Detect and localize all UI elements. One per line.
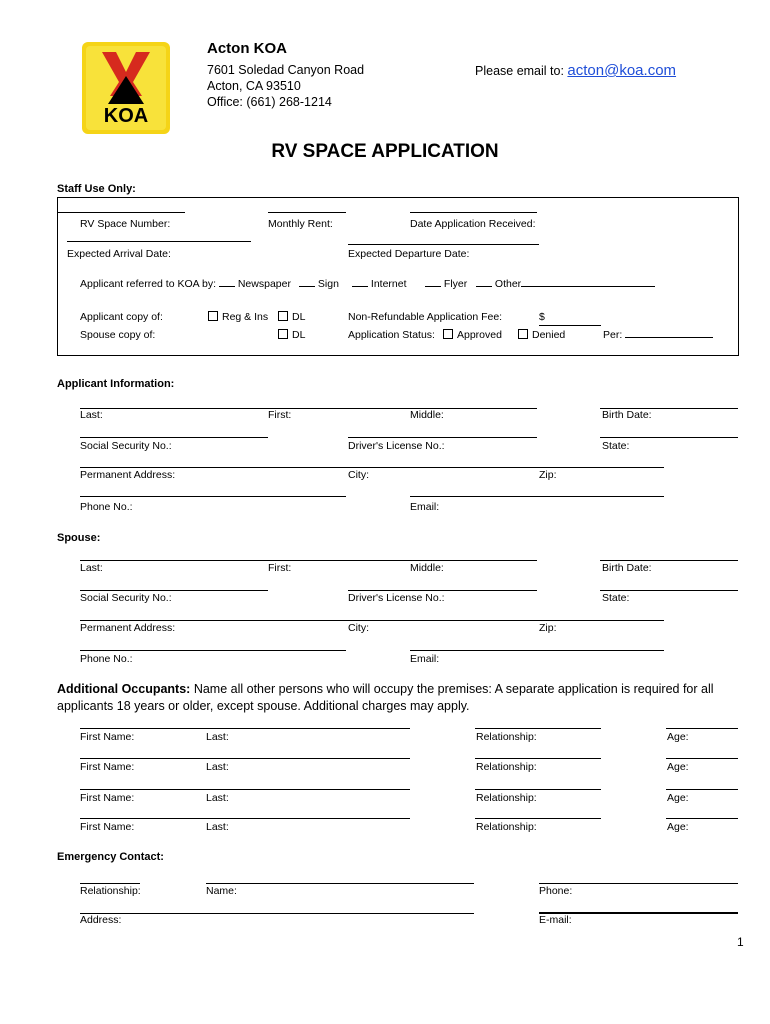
- applicant-dl-label: DL: [292, 311, 306, 323]
- per-field: [603, 329, 713, 341]
- applicant-birth-date-label: Birth Date:: [602, 409, 652, 421]
- monthly-rent-label: Monthly Rent:: [268, 218, 333, 230]
- denied-option[interactable]: [518, 329, 565, 341]
- page-number: 1: [737, 935, 744, 949]
- reg-ins-option[interactable]: [208, 311, 268, 323]
- applicant-ssn-label: Social Security No.:: [80, 440, 172, 452]
- spouse-dl-option[interactable]: [278, 329, 305, 341]
- applicant-copy-label: Applicant copy of:: [80, 311, 163, 323]
- business-name: Acton KOA: [207, 40, 287, 57]
- office-phone: Office: (661) 268-1214: [207, 95, 332, 109]
- email-link[interactable]: acton@koa.com: [567, 62, 677, 79]
- occupant-first-name-label: First Name:: [80, 792, 135, 804]
- spouse-middle-label: Middle:: [410, 562, 444, 574]
- ref-newspaper: Newspaper: [237, 278, 291, 290]
- applicant-heading: Applicant Information:: [57, 378, 175, 390]
- emergency-address-label: Address:: [80, 914, 122, 926]
- ref-other: Other: [494, 278, 522, 290]
- occupant-first-name-label: First Name:: [80, 731, 135, 743]
- staff-heading: Staff Use Only:: [57, 183, 136, 195]
- occupant-name-line[interactable]: [80, 758, 410, 759]
- ref-internet-group: [352, 278, 407, 290]
- svg-text:KOA: KOA: [103, 105, 149, 127]
- occupant-age-label: Age:: [667, 731, 689, 743]
- spouse-birth-date-label: Birth Date:: [602, 562, 652, 574]
- emergency-heading: Emergency Contact:: [57, 851, 164, 863]
- occupant-age-line[interactable]: [666, 818, 738, 819]
- per-label: Per:: [603, 329, 623, 341]
- page-title: RV SPACE APPLICATION: [271, 141, 499, 162]
- spouse-last-label: Last:: [80, 562, 103, 574]
- spouse-phone-label: Phone No.:: [80, 653, 133, 665]
- spouse-copy-label: Spouse copy of:: [80, 329, 156, 341]
- approved-checkbox[interactable]: [443, 329, 453, 339]
- koa-logo: [82, 42, 170, 134]
- occupant-relationship-line[interactable]: [475, 758, 601, 759]
- applicant-dl-no-label: Driver's License No.:: [348, 440, 445, 452]
- emergency-email-label: E-mail:: [539, 914, 572, 926]
- occupant-name-line[interactable]: [80, 818, 410, 819]
- applicant-email-label: Email:: [410, 501, 440, 513]
- occupant-age-line[interactable]: [666, 758, 738, 759]
- occupants-desc1: Name all other persons who will occupy the premises: A separate application is required for all: [190, 682, 714, 696]
- occupant-relationship-line[interactable]: [475, 818, 601, 819]
- spouse-email-label: Email:: [410, 653, 440, 665]
- expected-departure-label: Expected Departure Date:: [348, 248, 470, 260]
- date-received-label: Date Application Received:: [410, 218, 536, 230]
- occupant-age-label: Age:: [667, 792, 689, 804]
- ref-other-group: [476, 278, 655, 290]
- occupants-description-line1: [57, 682, 714, 696]
- occupant-last-label: Last:: [206, 731, 229, 743]
- spouse-first-label: First:: [268, 562, 292, 574]
- occupant-name-line[interactable]: [80, 728, 410, 729]
- occupant-relationship-label: Relationship:: [476, 731, 537, 743]
- spouse-state-label: State:: [602, 592, 630, 604]
- spouse-address-label: Permanent Address:: [80, 622, 176, 634]
- fee-dollar-sign: $: [539, 311, 545, 323]
- expected-arrival-label: Expected Arrival Date:: [67, 248, 171, 260]
- occupant-age-label: Age:: [667, 761, 689, 773]
- occupant-relationship-line[interactable]: [475, 728, 601, 729]
- applicant-dl-checkbox[interactable]: [278, 311, 288, 321]
- occupant-age-line[interactable]: [666, 789, 738, 790]
- spouse-dl-no-label: Driver's License No.:: [348, 592, 445, 604]
- occupant-relationship-line[interactable]: [475, 789, 601, 790]
- occupant-age-label: Age:: [667, 821, 689, 833]
- occupant-relationship-label: Relationship:: [476, 821, 537, 833]
- address-line1: 7601 Soledad Canyon Road: [207, 63, 365, 77]
- occupant-relationship-label: Relationship:: [476, 792, 537, 804]
- applicant-state-label: State:: [602, 440, 630, 452]
- spouse-dl-checkbox[interactable]: [278, 329, 288, 339]
- occupant-age-line[interactable]: [666, 728, 738, 729]
- emergency-name-label: Name:: [206, 885, 237, 897]
- occupant-last-label: Last:: [206, 821, 229, 833]
- occupants-description-line2: applicants 18 years or older, except spouse. Additional charges may apply.: [57, 699, 470, 713]
- ref-sign: Sign: [317, 278, 339, 290]
- fee-label: Non-Refundable Application Fee:: [348, 311, 503, 323]
- occupant-first-name-label: First Name:: [80, 761, 135, 773]
- applicant-zip-label: Zip:: [539, 469, 557, 481]
- spouse-city-label: City:: [348, 622, 369, 634]
- applicant-middle-label: Middle:: [410, 409, 444, 421]
- reg-ins-checkbox[interactable]: [208, 311, 218, 321]
- applicant-first-label: First:: [268, 409, 292, 421]
- approved-label: Approved: [457, 329, 502, 341]
- occupant-relationship-label: Relationship:: [476, 761, 537, 773]
- ref-sign-group: [299, 278, 339, 290]
- reg-ins-label: Reg & Ins: [222, 311, 269, 323]
- referred-by-label: Applicant referred to KOA by:: [80, 278, 216, 290]
- spouse-ssn-label: Social Security No.:: [80, 592, 172, 604]
- emergency-relationship-label: Relationship:: [80, 885, 141, 897]
- spouse-heading: Spouse:: [57, 532, 101, 544]
- spouse-zip-label: Zip:: [539, 622, 557, 634]
- occupant-last-label: Last:: [206, 761, 229, 773]
- applicant-city-label: City:: [348, 469, 369, 481]
- occupant-name-line[interactable]: [80, 789, 410, 790]
- emergency-phone-label: Phone:: [539, 885, 573, 897]
- occupants-heading: Additional Occupants:: [57, 682, 191, 696]
- denied-checkbox[interactable]: [518, 329, 528, 339]
- spouse-dl-label: DL: [292, 329, 306, 341]
- address-line2: Acton, CA 93510: [207, 79, 301, 93]
- applicant-dl-option[interactable]: [278, 311, 305, 323]
- referred-by-row: [80, 278, 291, 290]
- ref-flyer: Flyer: [443, 278, 468, 290]
- status-label: Application Status:: [348, 329, 435, 341]
- applicant-address-label: Permanent Address:: [80, 469, 176, 481]
- ref-flyer-group: [425, 278, 467, 290]
- occupant-last-label: Last:: [206, 792, 229, 804]
- applicant-last-label: Last:: [80, 409, 103, 421]
- denied-label: Denied: [532, 329, 566, 341]
- email-prompt: [475, 62, 676, 79]
- applicant-phone-label: Phone No.:: [80, 501, 133, 513]
- occupant-first-name-label: First Name:: [80, 821, 135, 833]
- ref-internet: Internet: [370, 278, 407, 290]
- approved-option[interactable]: [443, 329, 502, 341]
- email-prompt-label: Please email to:: [475, 64, 568, 78]
- rv-space-number-label: RV Space Number:: [80, 218, 171, 230]
